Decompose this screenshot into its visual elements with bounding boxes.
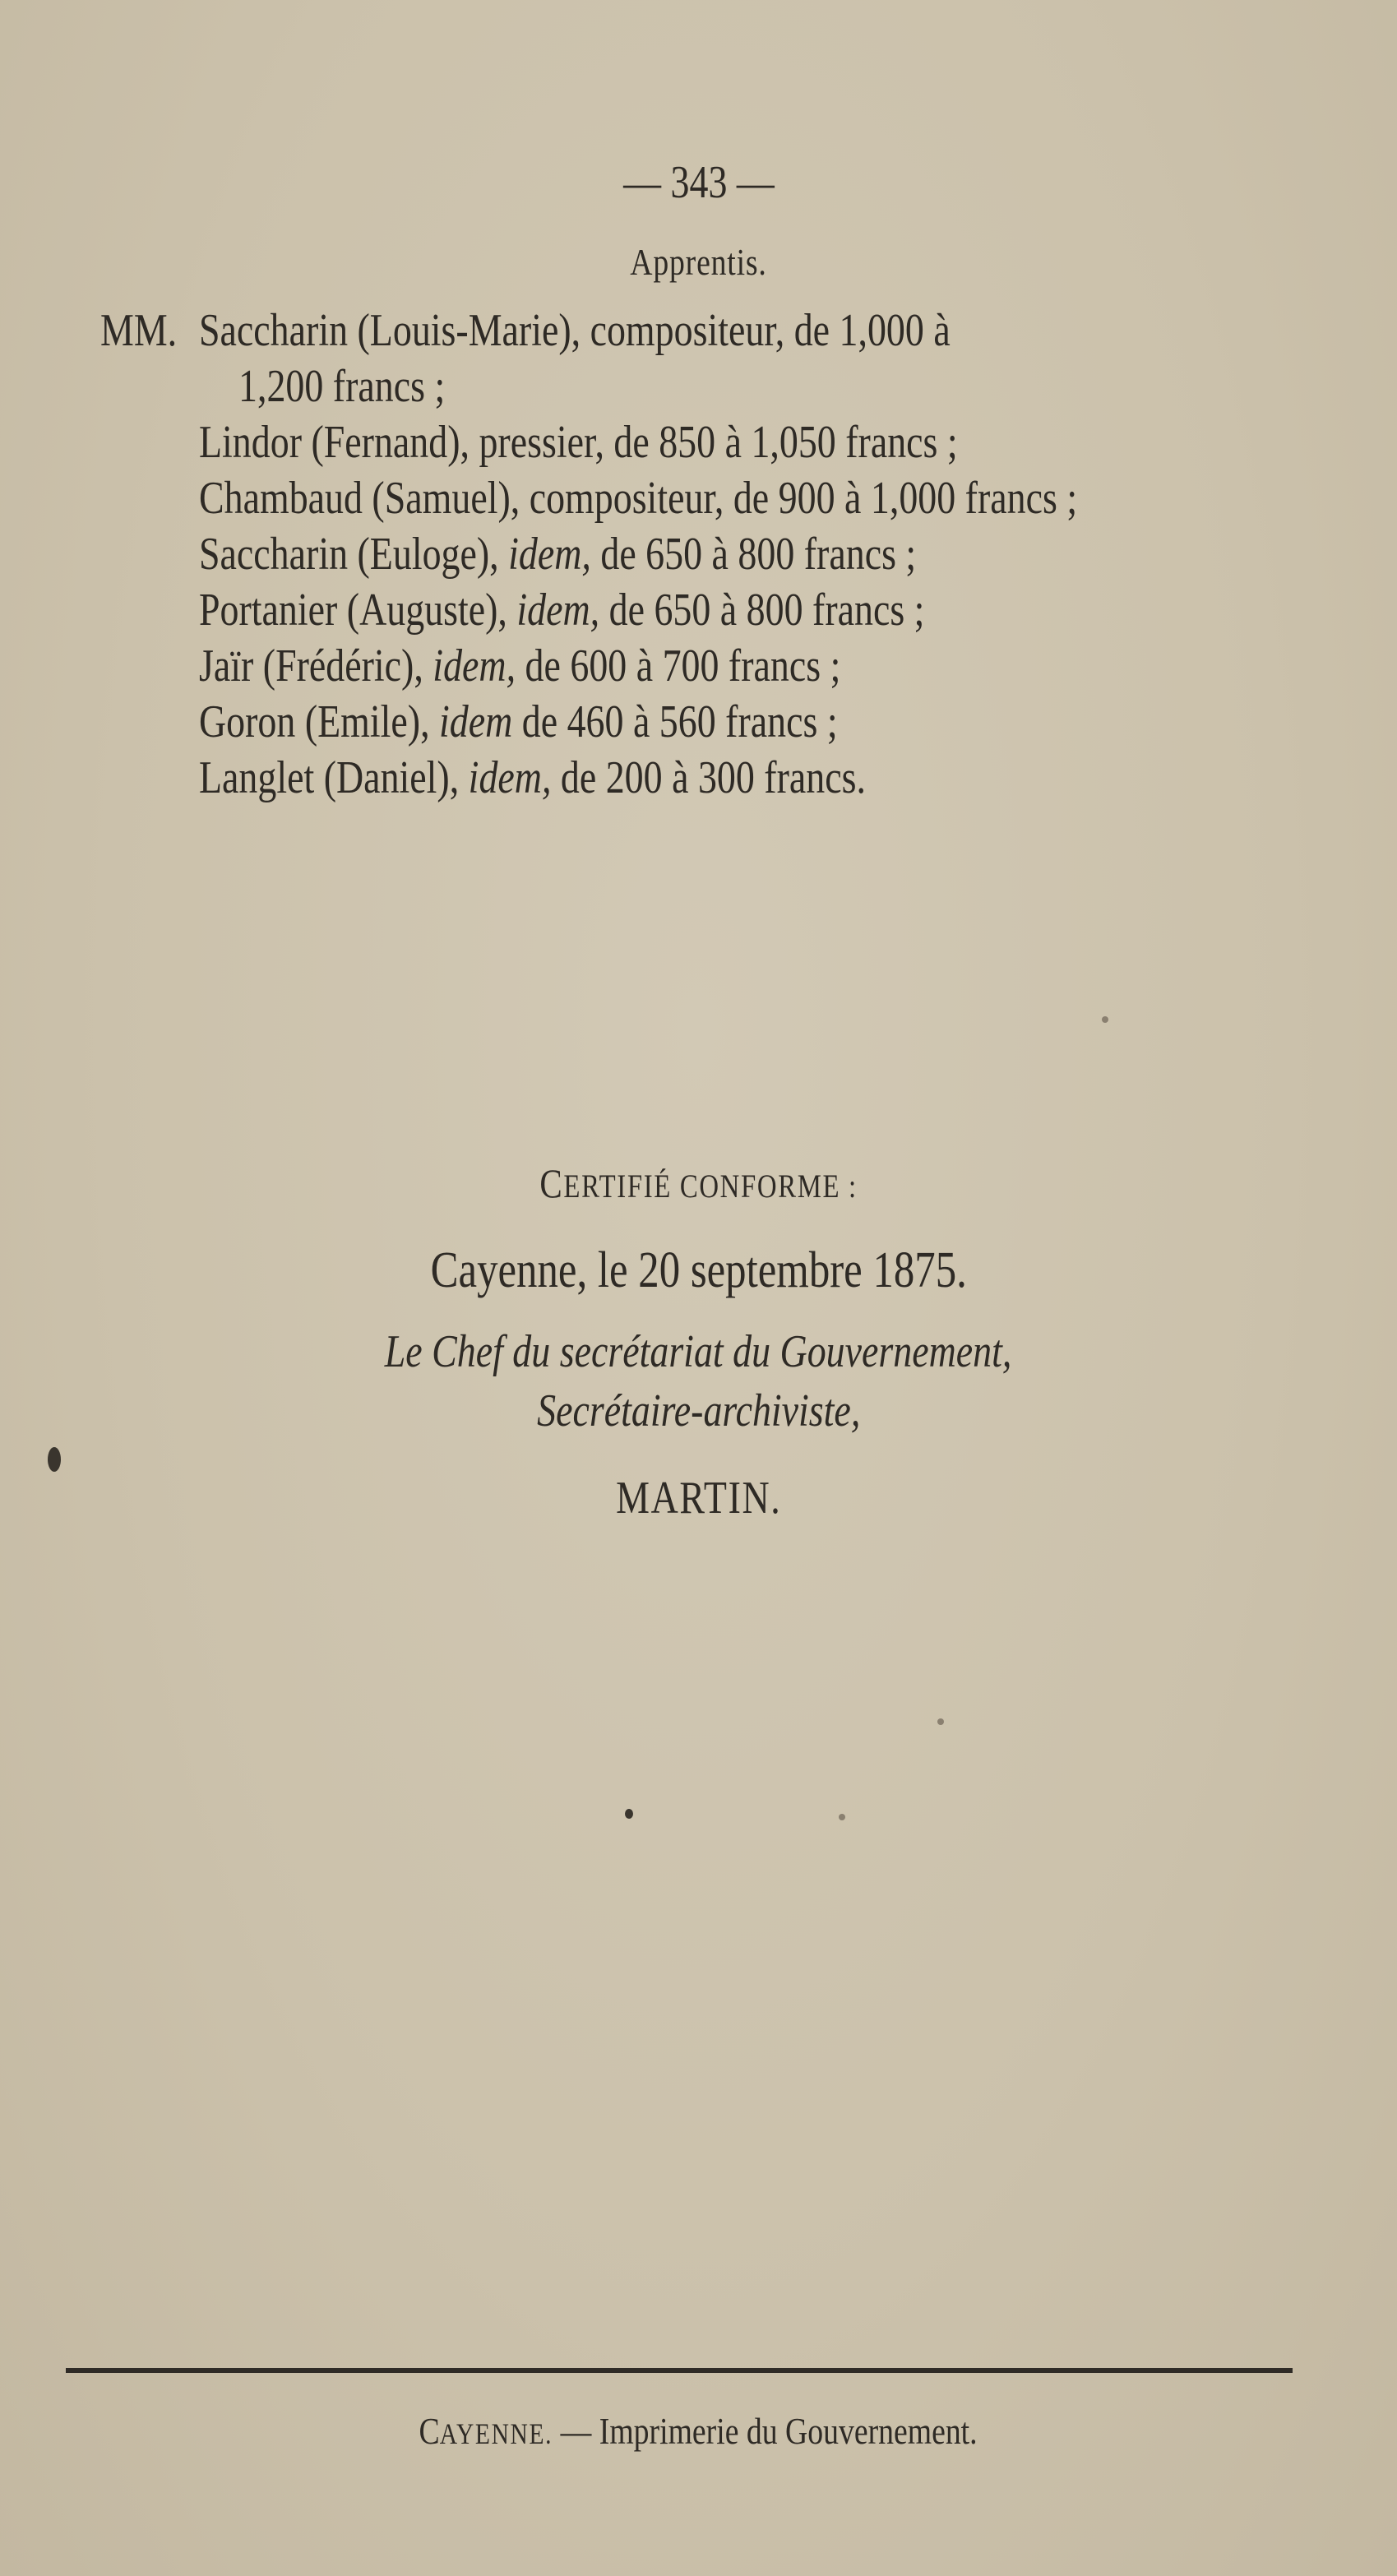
entry-wage: de 900 à 1,000 francs ; — [733, 473, 1078, 524]
entry-name: Portanier (Auguste), — [199, 585, 507, 636]
entry-text: 1,200 francs ; — [238, 361, 446, 412]
entry-role: idem, — [433, 641, 516, 691]
footer-place-initial: C — [419, 2410, 441, 2452]
entry-role: idem — [439, 696, 513, 747]
ink-speck — [839, 1814, 845, 1820]
footer-printer: — Imprimerie du Gouvernement. — [553, 2410, 978, 2452]
place-date: Cayenne, le 20 septembre 1875. — [430, 1242, 967, 1298]
entry-wage: de 200 à 300 francs. — [560, 752, 866, 803]
list-item — [100, 472, 1301, 525]
list-item — [100, 752, 1301, 804]
ink-speck — [48, 1447, 61, 1472]
certification-heading-initial: C — [539, 1160, 564, 1206]
footer-place-rest: AYENNE. — [440, 2417, 553, 2450]
ink-speck — [625, 1809, 633, 1819]
entry-wage: de 460 à 560 francs ; — [521, 696, 838, 747]
list-item — [100, 696, 1301, 748]
honorific-prefix: MM. — [100, 305, 178, 356]
entry-text: Saccharin (Louis-Marie), compositeur, de 1,000 à — [199, 305, 951, 356]
entry-name: Goron (Emile), — [199, 696, 430, 747]
certification-heading-rest: ERTIFIÉ CONFORME : — [563, 1168, 858, 1205]
signer-title: Le Chef du secrétariat du Gouvernement, — [385, 1326, 1012, 1377]
entry-name: Jaïr (Frédéric), — [199, 641, 423, 691]
entry-text — [199, 752, 866, 804]
entry-text — [199, 472, 1077, 525]
entry-role: idem, — [508, 529, 591, 580]
entry-wage: de 850 à 1,050 francs ; — [613, 417, 958, 468]
list-item — [100, 360, 1301, 413]
entry-wage: de 650 à 800 francs ; — [600, 529, 917, 580]
signer-role: Secrétaire-archiviste, — [536, 1385, 861, 1436]
entry-text — [199, 416, 958, 469]
list-item — [100, 528, 1301, 580]
apprentice-list — [100, 304, 1301, 807]
entry-role: idem, — [516, 585, 600, 636]
printer-footer — [0, 2409, 1397, 2453]
section-title: Apprentis. — [630, 241, 767, 283]
certification-heading — [0, 1159, 1397, 1207]
entry-wage: de 600 à 700 francs ; — [525, 641, 841, 691]
entry-text — [199, 584, 924, 636]
ink-speck — [937, 1718, 944, 1725]
entry-text — [199, 696, 838, 748]
list-item — [100, 640, 1301, 692]
footer-rule — [66, 2368, 1293, 2373]
entry-name: Chambaud (Samuel), compositeur, — [199, 473, 724, 524]
entry-role: idem, — [468, 752, 552, 803]
list-item — [100, 416, 1301, 469]
list-item — [100, 584, 1301, 636]
entry-name: Langlet (Daniel), — [199, 752, 460, 803]
entry-name: Saccharin (Euloge), — [199, 529, 499, 580]
signer-name: MARTIN. — [615, 1473, 782, 1524]
page-number: — 343 — — [622, 157, 775, 208]
entry-name: Lindor (Fernand), pressier, — [199, 417, 604, 468]
entry-wage: de 650 à 800 francs ; — [608, 585, 925, 636]
list-item — [100, 304, 1301, 357]
entry-text — [199, 528, 916, 580]
entry-text — [199, 640, 840, 692]
ink-speck — [1102, 1016, 1108, 1023]
